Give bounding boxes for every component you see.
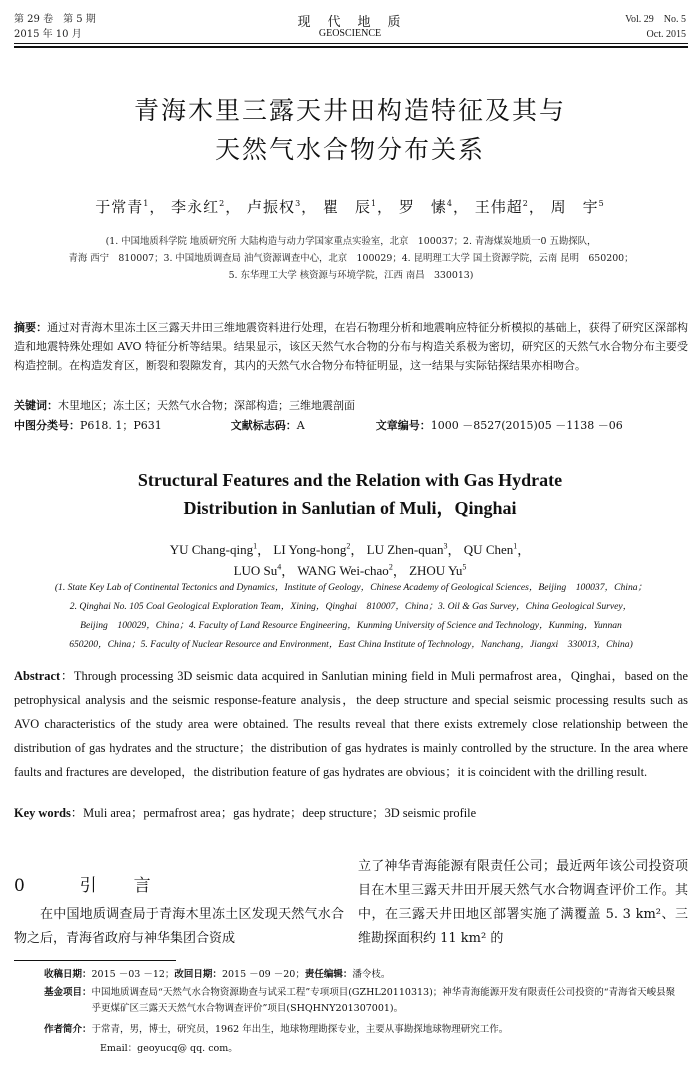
cn-keywords-text: 木里地区；冻土区；天然气水合物；深部构造；三维地震剖面 xyxy=(58,399,355,412)
section-heading xyxy=(14,871,161,896)
intro-left-column: 在中国地质调查局于青海木里冻土区发现天然气水合物之后，青海省政府与神华集团合资成 xyxy=(14,907,344,946)
author-en: LI Yong-hong$^2$ xyxy=(273,542,351,558)
en-title-line2: Distribution in Sanlutian of Muli，Qinghai xyxy=(183,498,517,518)
en-affiliation-line1: (1. State Key Lab of Continental Tectonics and Dynamics，Institute of Geology，Chinese Academy of Geological Sciences，Beijing 100037，China； xyxy=(54,582,648,593)
cn-abstract-label: 摘要： xyxy=(14,321,48,334)
fund-text: 中国地质调查局“天然气水合物资源勘查与试采工程”专项项目(GZHL20110313)；神华青海能源开发有限责任公司投资的“青海省天峻县聚乎更煤矿区三露天天然气水合物调查评价”项目(SHQHNY201307001)。 xyxy=(91,987,676,1014)
en-affiliation-line4: 650200，China；5. Faculty of Nuclear Resource and Environment，East China Institute of Technology，Nanchang，Jiangxi 330013，China) xyxy=(69,639,633,650)
author: 瞿 辰$^1$ xyxy=(322,198,378,216)
cn-keywords-label: 关键词： xyxy=(14,399,58,412)
author-bio-label: 作者简介： xyxy=(44,1024,92,1035)
cn-affiliation-line2: 青海 西宁 810007；3. 中国地质调查局 油气资源调查中心，北京 100029；4. 昆明理工大学 国土资源学院，云南 昆明 650200； xyxy=(68,253,634,264)
editor-name: 潘令枝。 xyxy=(352,969,391,980)
author-en: WANG Wei-chao$^2$ xyxy=(297,563,393,579)
en-abstract xyxy=(14,664,688,784)
author: 李永红$^2$ xyxy=(171,198,226,216)
revised-date: 2015 －09 －20； xyxy=(221,969,305,980)
article-no-value: 1000 －8527(2015)05 －1138 －06 xyxy=(430,419,623,432)
author-email: Email：geoyucq@ qq. com。 xyxy=(100,1043,238,1054)
author-en: LUO Su$^4$ xyxy=(233,563,282,579)
received-date: 2015 －03 －12； xyxy=(91,969,175,980)
en-keywords-text: ：Muli area；permafrost area；gas hydrate；deep structure；3D seismic profile xyxy=(70,806,477,820)
cn-title-line1: 青海木里三露天井田构造特征及其与 xyxy=(133,96,566,125)
journal-title: 现 代 地 质 xyxy=(297,15,403,30)
author: 周 宇$^5$ xyxy=(550,198,605,216)
doc-code-value: A xyxy=(296,419,305,432)
author: 罗 愫$^4$ xyxy=(398,198,453,216)
cn-affiliation-line1: (1. 中国地质科学院 地质研究所 大陆构造与动力学国家重点实验室，北京 100037；2. 青海煤炭地质一0 五勘探队， xyxy=(105,236,597,247)
intro-right-column: 立了神华青海能源有限责任公司；最近两年该公司投资项目在木里三露天井田开展天然气水合物调查评价工作。其中，在三露天井田地区部署实施了满覆盖 5. 3 km²、三维勘探面积约 11 km² 的 xyxy=(358,859,688,946)
article-no-label: 文章编号： xyxy=(375,419,431,432)
en-author-list-2: LUO Su$^4$， WANG Wei-chao$^2$， ZHOU Yu$^5$ xyxy=(233,563,467,579)
doc-code-label: 文献标志码： xyxy=(230,419,297,432)
author-bio-text: 于常青，男，博士，研究员，1962 年出生，地球物理勘探专业，主要从事勘探地球物理研究工作。 xyxy=(91,1024,509,1035)
en-keywords-label: Key words xyxy=(14,806,71,820)
cn-author-list: 于常青$^1$， 李永红$^2$， 卢振权$^3$， 瞿 辰$^1$， 罗 愫$^4$， 王伟超$^2$， 周 宇$^5$ xyxy=(95,198,605,216)
en-abstract-label: Abstract xyxy=(14,669,61,683)
cn-affiliation-line3: 5. 东华理工大学 核资源与环境学院，江西 南昌 330013) xyxy=(228,270,474,281)
footnote-rule xyxy=(14,960,176,961)
author-en: LU Zhen-quan$^3$ xyxy=(366,542,448,558)
clc-label: 中图分类号： xyxy=(14,419,80,432)
footnote-author xyxy=(44,1022,684,1038)
header-volume-issue: 第 29 卷 第 5 期 xyxy=(14,14,96,25)
section-number: 0 xyxy=(14,876,35,896)
cn-classification xyxy=(14,416,688,435)
footnote-fund xyxy=(44,985,684,1017)
author-en: ZHOU Yu$^5$ xyxy=(409,563,467,579)
author-en: QU Chen$^1$ xyxy=(463,542,518,558)
en-abstract-text: ：Through processing 3D seismic data acquired in Sanlutian mining field in Muli permafrost area，Qinghai，based on the petrophysical analysis and the seismic response-feature analysis，the deep structure and special seismic processing results such as AVO characteristics of the study area were obtained. The results reveal that there exists extremely close relationship between the distribution of gas hydrates and the structure；the distribution of gas hydrates is mainly controlled by the structure. In the area where faults and fractures are developed，the distribution feature of gas hydrates are obvious；it is coincident with the drilling result. xyxy=(14,669,688,779)
cn-title-line2: 天然气水合物分布关系 xyxy=(214,135,485,164)
journal-title-en: GEOSCIENCE xyxy=(318,28,382,39)
footnote-dates xyxy=(44,967,684,983)
en-author-list-1: YU Chang-qing$^1$， LI Yong-hong$^2$， LU Zhen-quan$^3$， QU Chen$^1$， xyxy=(169,542,531,558)
en-keywords xyxy=(14,801,688,825)
header-rule-thick xyxy=(14,46,688,48)
en-affiliation-line2: 2. Qinghai No. 105 Coal Geological Exploration Team，Xining，Qinghai 810007，China；3. Oil & Gas Survey，China Geological Survey， xyxy=(69,601,633,612)
en-affiliation-line3: Beijing 100029，China；4. Faculty of Land Resource Engineering，Kunming University of Science and Technology，Kunming，Yunnan xyxy=(80,620,622,631)
header-rule-thin xyxy=(14,43,688,44)
author: 卢振权$^3$ xyxy=(247,198,302,216)
header-date: 2015 年 10 月 xyxy=(14,29,82,40)
author-en: YU Chang-qing$^1$ xyxy=(169,542,258,558)
author: 王伟超$^2$ xyxy=(474,198,529,216)
en-title-line1: Structural Features and the Relation with Gas Hydrate xyxy=(137,470,563,490)
header-vol-en: Vol. 29 No. 5 xyxy=(625,14,686,25)
header-date-en: Oct. 2015 xyxy=(646,29,686,40)
author: 于常青$^1$ xyxy=(95,198,150,216)
revised-label: 改回日期： xyxy=(174,969,222,980)
received-label: 收稿日期： xyxy=(44,969,92,980)
cn-abstract xyxy=(14,318,688,375)
section-title: 引 言 xyxy=(79,876,161,896)
clc-value: P618. 1；P631 xyxy=(80,419,162,432)
editor-label: 责任编辑： xyxy=(304,969,353,980)
fund-label: 基金项目： xyxy=(44,987,92,998)
cn-keywords xyxy=(14,396,688,415)
cn-abstract-text: 通过对青海木里冻土区三露天井田三维地震资料进行处理，在岩石物理分析和地震响应特征分析模拟的基础上，获得了研究区深部构造和地震特殊处理如 AVO 特征分析等结果。结果显示，该区天然气水合物的分布与构造关系极为密切，研究区的天然气水合物分布主要受构造控制。在构造发育区，断裂和裂隙发育，其内的天然气水合物分布特征明显，这一结果与实际钻探结果亦相吻合。 xyxy=(14,321,689,372)
